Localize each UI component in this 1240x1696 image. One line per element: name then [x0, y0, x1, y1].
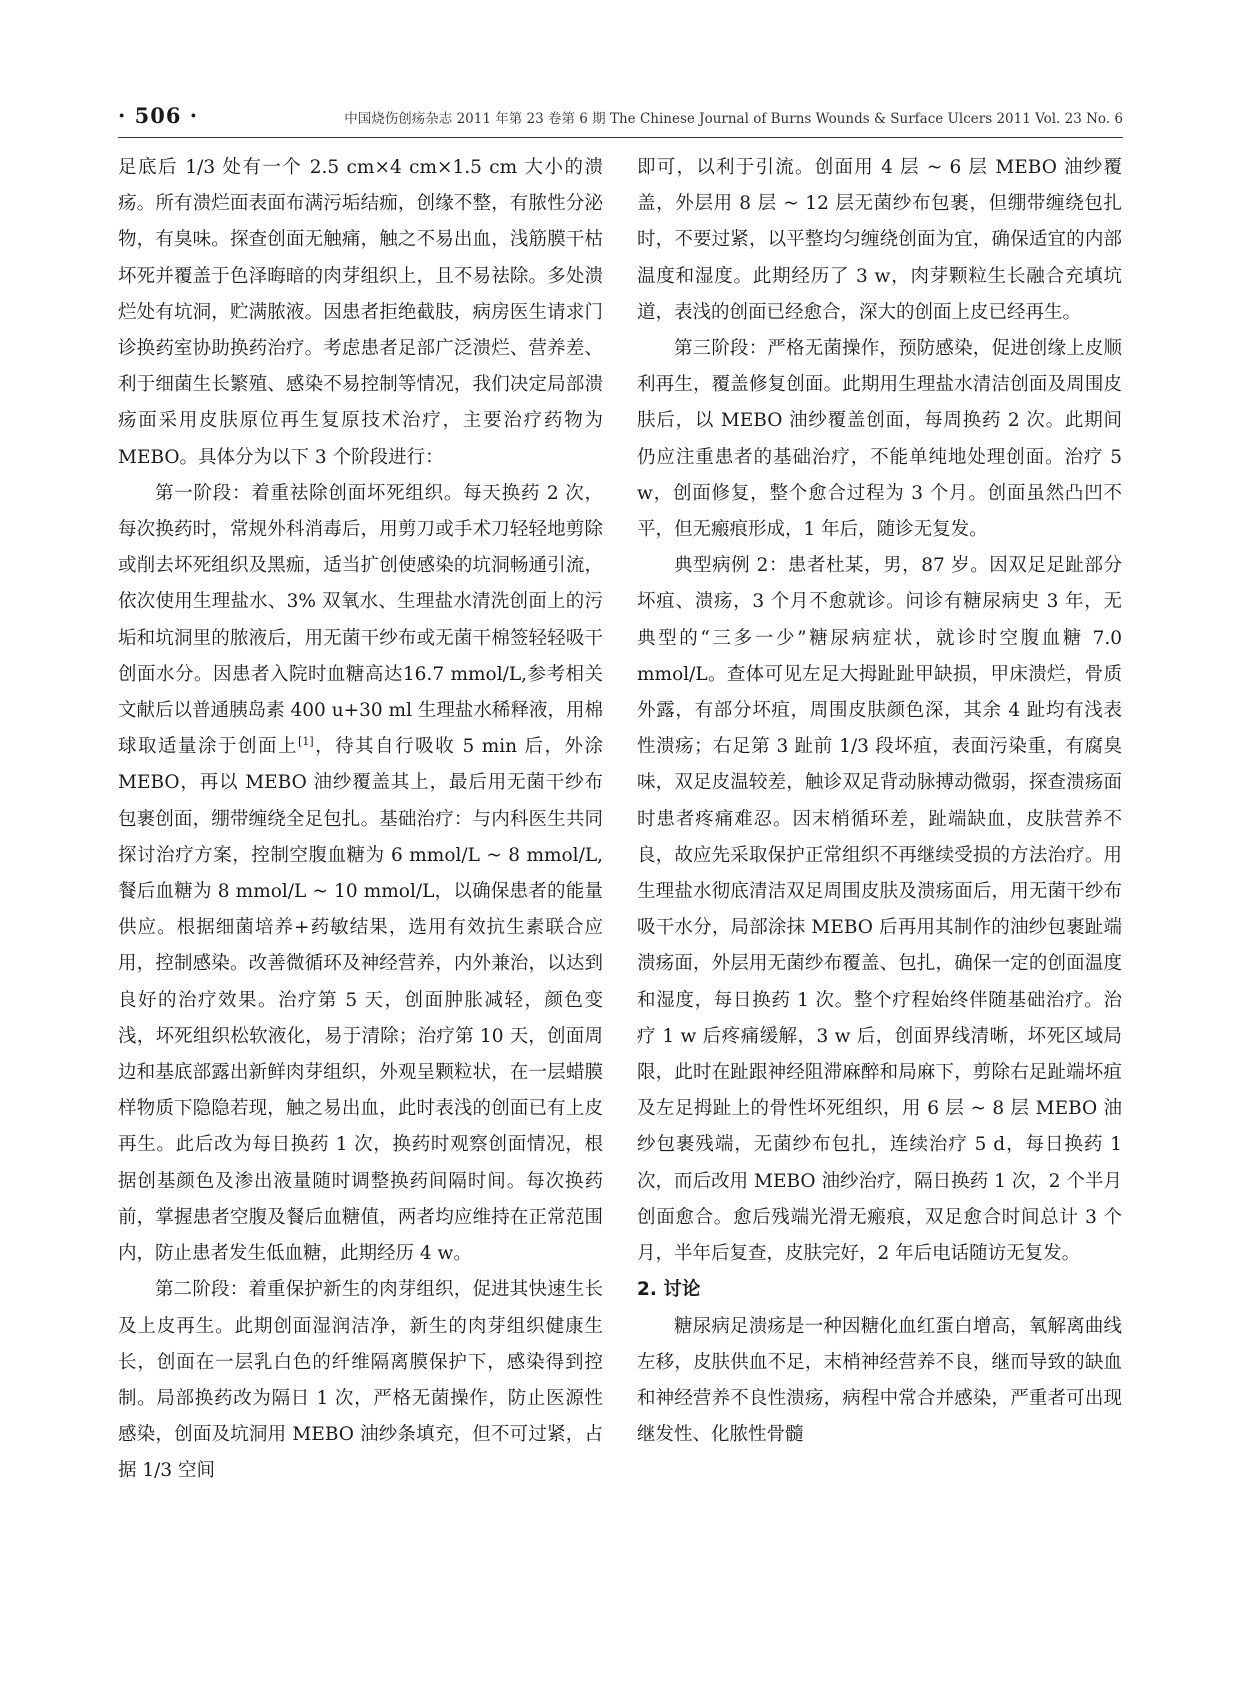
paragraph-stage-one — [118, 476, 603, 1272]
paragraph: 即可，以利于引流。创面用 4 层 ~ 6 层 MEBO 油纱覆盖，外层用 8 层 ~ 12 层无菌纱布包裹，但绷带缠绕包扎时，不要过紧，以平整均匀缠绕创面为宜，确保适宜的内部温度和湿度。此期经历了 3 w，肉芽颗粒生长融合充填坑道，表浅的创面已经愈合，深大的创面上皮已经再生。 — [637, 157, 1122, 323]
paragraph: 足底后 1/3 处有一个 2.5 cm×4 cm×1.5 cm 大小的溃疡。所有溃烂面表面布满污垢结痂，创缘不整，有脓性分泌物，有臭味。探查创面无触痛，触之不易出血，浅筋膜干枯坏死并覆盖于色泽晦暗的肉芽组织上，且不易祛除。多处溃烂处有坑洞，贮满脓液。因患者拒绝截肢，病房医生请求门诊换药室协助换药治疗。考虑患者足部广泛溃烂、营养差、利于细菌生长繁殖、感染不易控制等情况，我们决定局部溃疡面采用皮肤原位再生复原技术治疗，主要治疗药物为 MEBO。具体分为以下 3 个阶段进行： — [118, 157, 603, 468]
running-head: 中国烧伤创疡杂志 2011 年第 23 卷第 6 期 The Chinese Journal of Burns Wounds & Surface Ulcers 2011 Vol. 23 No. 6 — [344, 111, 1123, 127]
paragraph-stage-two: 第二阶段：着重保护新生的肉芽组织，促进其快速生长及上皮再生。此期创面湿润洁净，新生的肉芽组织健康生长，创面在一层乳白色的纤维隔离膜保护下，感染得到控制。局部换药改为隔日 1 次，严格无菌操作，防止医源性感染，创面及坑洞用 MEBO 油纱条填充，但不可过紧，占据 1/3 空间 — [118, 1279, 603, 1482]
paragraph-case-two: 典型病例 2：患者杜某，男，87 岁。因双足足趾部分坏疽、溃疡，3 个月不愈就诊。问诊有糖尿病史 3 年，无典型的“三多一少”糖尿病症状，就诊时空腹血糖 7.0 mmol/L。查体可见左足大拇趾趾甲缺损，甲床溃烂，骨质外露，有部分坏疽，周围皮肤颜色深，其余 4 趾均有浅表性溃疡；右足第 3 趾前 1/3 段坏疽，表面污染重，有腐臭味，双足皮温较差，触诊双足背动脉搏动微弱，探查溃疡面时患者疼痛难忍。因末梢循环差，趾端缺血，皮肤营养不良，故应先采取保护正常组织不再继续受损的方法治疗。用生理盐水彻底清洁双足周围皮肤及溃疡面后，用无菌干纱布吸干水分，局部涂抹 MEBO 后再用其制作的油纱包裹趾端溃疡面，外层用无菌纱布覆盖、包扎，确保一定的创面温度和湿度，每日换药 1 次。整个疗程始终伴随基础治疗。治疗 1 w 后疼痛缓解，3 w 后，创面界线清晰，坏死区域局限，此时在趾跟神经阻滞麻醉和局麻下，剪除右足趾端坏疽及左足拇趾上的骨性坏死组织，用 6 层 ~ 8 层 MEBO 油纱包裹残端，无菌纱布包扎，连续治疗 5 d，每日换药 1 次，而后改用 MEBO 油纱治疗，隔日换药 1 次，2 个半月创面愈合。愈后残端光滑无瘢痕，双足愈合时间总计 3 个月，半年后复查，皮肤完好，2 年后电话随访无复发。 — [637, 555, 1122, 1265]
page-number: · 506 · — [118, 103, 199, 128]
paragraph-discussion: 糖尿病足溃疡是一种因糖化血红蛋白增高，氧解离曲线左移，皮肤供血不足，末梢神经营养不良，继而导致的缺血和神经营养不良性溃疡，病程中常合并感染，严重者可出现继发性、化脓性骨髓 — [637, 1315, 1122, 1446]
paragraph-text: ，待其自行吸收 5 min 后，外涂 MEBO，再以 MEBO 油纱覆盖其上，最后用无菌干纱布包裹创面，绷带缠绕全足包扎。基础治疗：与内科医生共同探讨治疗方案，控制空腹血糖为 6 mmol/L ~ 8 mmol/L,餐后血糖为 8 mmol/L ~ 10 mmol/L，以确保患者的能量供应。根据细菌培养+药敏结果，选用有效抗生素联合应用，控制感染。改善微循环及神经营养，内外兼治，以达到良好的治疗效果。治疗第 5 天，创面肿胀减轻，颜色变浅，坏死组织松软液化，易于清除；治疗第 10 天，创面周边和基底部露出新鲜肉芽组织，外观呈颗粒状，在一层蜡膜样物质下隐隐若现，触之易出血，此时表浅的创面已有上皮再生。此后改为每日换药 1 次，换药时观察创面情况，根据创基颜色及渗出液量随时调整换药间隔时间。每次换药前，掌握患者空腹及餐后血糖值，两者均应维持在正常范围内，防止患者发生低血糖，此期经历 4 w。 — [118, 736, 603, 1265]
left-column — [118, 150, 603, 1490]
right-column — [637, 150, 1122, 1453]
paragraph-stage-three: 第三阶段：严格无菌操作，预防感染，促进创缘上皮顺利再生，覆盖修复创面。此期用生理盐水清洁创面及周围皮肤后，以 MEBO 油纱覆盖创面，每周换药 2 次。此期间仍应注重患者的基础治疗，不能单纯地处理创面。治疗 5 w，创面修复，整个愈合过程为 3 个月。创面虽然凸凹不平，但无瘢痕形成，1 年后，随诊无复发。 — [637, 338, 1122, 541]
paragraph-text: 第一阶段：着重祛除创面坏死组织。每天换药 2 次，每次换药时，常规外科消毒后，用剪刀或手术刀轻轻地剪除或削去坏死组织及黑痂，适当扩创使感染的坑洞畅通引流，依次使用生理盐水、3% 双氧水、生理盐水清洗创面上的污垢和坑洞里的脓液后，用无菌干纱布或无菌干棉签轻轻吸干创面水分。因患者入院时血糖高达16.7 mmol/L,参考相关文献后以普通胰岛素 400 u+30 ml 生理盐水稀释液，用棉球取适量涂于创面上 — [118, 482, 603, 758]
section-heading: 2. 讨论 — [637, 1279, 701, 1301]
citation-ref: [1] — [298, 735, 314, 749]
page-header — [118, 103, 1123, 138]
